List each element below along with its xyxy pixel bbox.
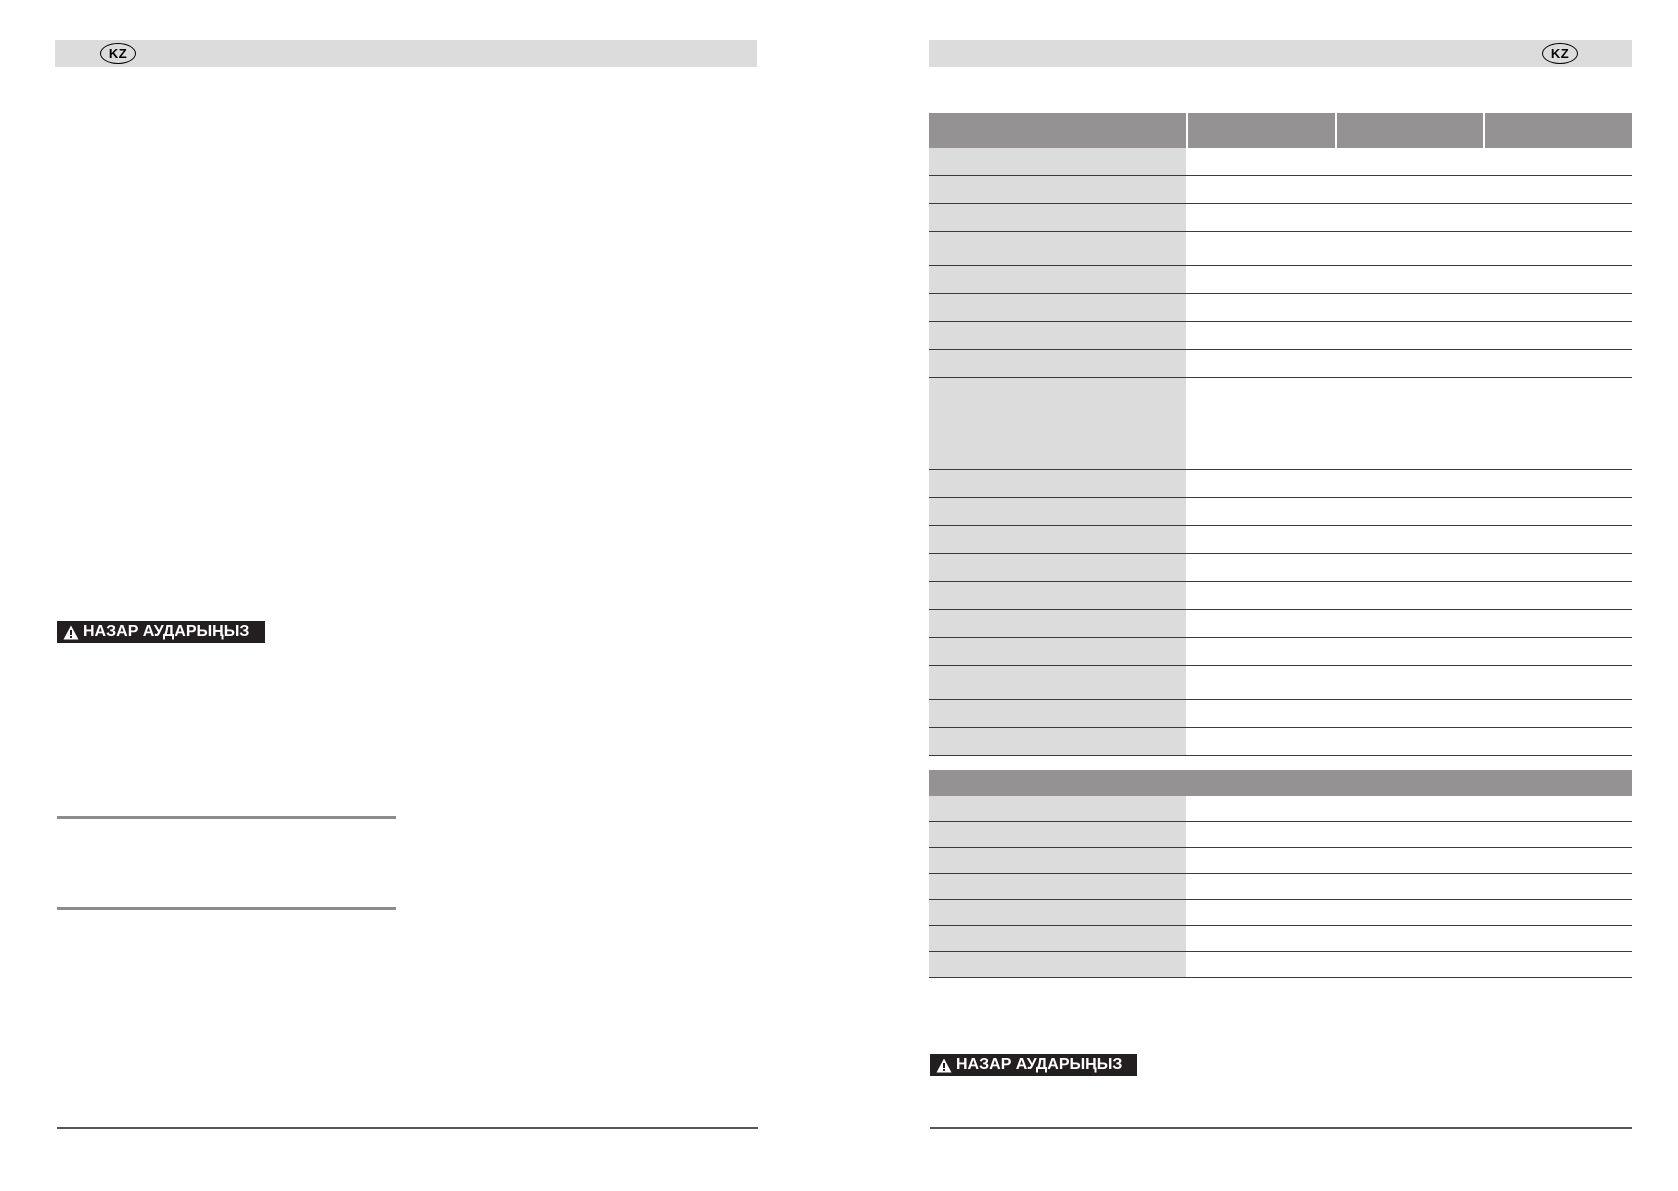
row-label xyxy=(929,638,1186,665)
footer-rule xyxy=(930,1127,1632,1129)
warning-label: НАЗАР АУДАРЫҢЫЗ xyxy=(83,623,250,640)
row-value xyxy=(1186,700,1632,727)
table-row xyxy=(929,666,1632,700)
table-row xyxy=(929,204,1632,232)
language-badge: KZ xyxy=(100,43,136,64)
table-row xyxy=(929,232,1632,266)
row-label xyxy=(929,952,1186,977)
row-value xyxy=(1186,526,1632,553)
row-label xyxy=(929,796,1186,821)
table-row xyxy=(929,498,1632,526)
row-label xyxy=(929,926,1186,951)
row-label xyxy=(929,700,1186,727)
row-value xyxy=(1186,148,1632,175)
row-label xyxy=(929,266,1186,293)
table-row xyxy=(929,350,1632,378)
table-row xyxy=(929,848,1632,874)
table-row xyxy=(929,610,1632,638)
row-label xyxy=(929,822,1186,847)
row-value xyxy=(1186,176,1632,203)
warning-triangle-icon xyxy=(63,625,79,640)
table-row xyxy=(929,874,1632,900)
row-value xyxy=(1186,952,1632,977)
spec-table-body xyxy=(929,148,1632,756)
table-row xyxy=(929,322,1632,350)
warning-banner xyxy=(57,621,265,643)
table-row xyxy=(929,796,1632,822)
row-label xyxy=(929,294,1186,321)
warning-triangle-icon xyxy=(936,1058,952,1073)
table-row xyxy=(929,378,1632,470)
spec-table xyxy=(929,113,1632,978)
row-value xyxy=(1186,728,1632,755)
row-label xyxy=(929,350,1186,377)
row-value xyxy=(1186,554,1632,581)
page-header-bar xyxy=(55,40,757,67)
row-label xyxy=(929,728,1186,755)
header-cell xyxy=(1186,113,1335,148)
row-label xyxy=(929,470,1186,497)
table-row xyxy=(929,294,1632,322)
row-label xyxy=(929,498,1186,525)
row-value xyxy=(1186,470,1632,497)
row-label xyxy=(929,204,1186,231)
table-row xyxy=(929,582,1632,610)
header-cell xyxy=(929,113,1186,148)
table-row xyxy=(929,700,1632,728)
row-label xyxy=(929,666,1186,699)
row-value xyxy=(1186,926,1632,951)
row-value xyxy=(1186,610,1632,637)
row-label xyxy=(929,610,1186,637)
warning-label: НАЗАР АУДАРЫҢЫЗ xyxy=(956,1056,1123,1073)
language-badge: KZ xyxy=(1542,43,1578,64)
row-value xyxy=(1186,266,1632,293)
table-row xyxy=(929,526,1632,554)
row-value xyxy=(1186,874,1632,899)
row-label xyxy=(929,874,1186,899)
row-label xyxy=(929,526,1186,553)
spec-section-header xyxy=(929,770,1632,796)
spec-table-header xyxy=(929,113,1632,148)
table-row xyxy=(929,554,1632,582)
row-label xyxy=(929,554,1186,581)
row-value xyxy=(1186,498,1632,525)
row-label xyxy=(929,232,1186,265)
table-row xyxy=(929,148,1632,176)
row-label xyxy=(929,176,1186,203)
row-label xyxy=(929,900,1186,925)
row-value xyxy=(1186,848,1632,873)
table-row xyxy=(929,470,1632,498)
table-row xyxy=(929,926,1632,952)
warning-banner xyxy=(930,1054,1137,1076)
row-value xyxy=(1186,666,1632,699)
row-value xyxy=(1186,322,1632,349)
row-value xyxy=(1186,638,1632,665)
row-value xyxy=(1186,294,1632,321)
row-label xyxy=(929,582,1186,609)
table-row xyxy=(929,728,1632,756)
footer-rule xyxy=(57,1127,758,1129)
table-row xyxy=(929,822,1632,848)
row-label xyxy=(929,148,1186,175)
row-value xyxy=(1186,822,1632,847)
section-divider xyxy=(57,816,396,819)
row-value xyxy=(1186,350,1632,377)
row-value xyxy=(1186,232,1632,265)
row-label xyxy=(929,378,1186,469)
table-row xyxy=(929,176,1632,204)
row-label xyxy=(929,848,1186,873)
table-row xyxy=(929,638,1632,666)
header-cell xyxy=(1483,113,1632,148)
right-page xyxy=(839,0,1678,1191)
table-row xyxy=(929,900,1632,926)
header-cell xyxy=(1335,113,1483,148)
row-value xyxy=(1186,378,1632,469)
table-row xyxy=(929,952,1632,978)
row-value xyxy=(1186,900,1632,925)
row-value xyxy=(1186,582,1632,609)
table-row xyxy=(929,266,1632,294)
row-value xyxy=(1186,204,1632,231)
section-divider xyxy=(57,907,396,910)
page-header-bar xyxy=(929,40,1632,67)
row-label xyxy=(929,322,1186,349)
spec-section-body xyxy=(929,796,1632,978)
row-value xyxy=(1186,796,1632,821)
